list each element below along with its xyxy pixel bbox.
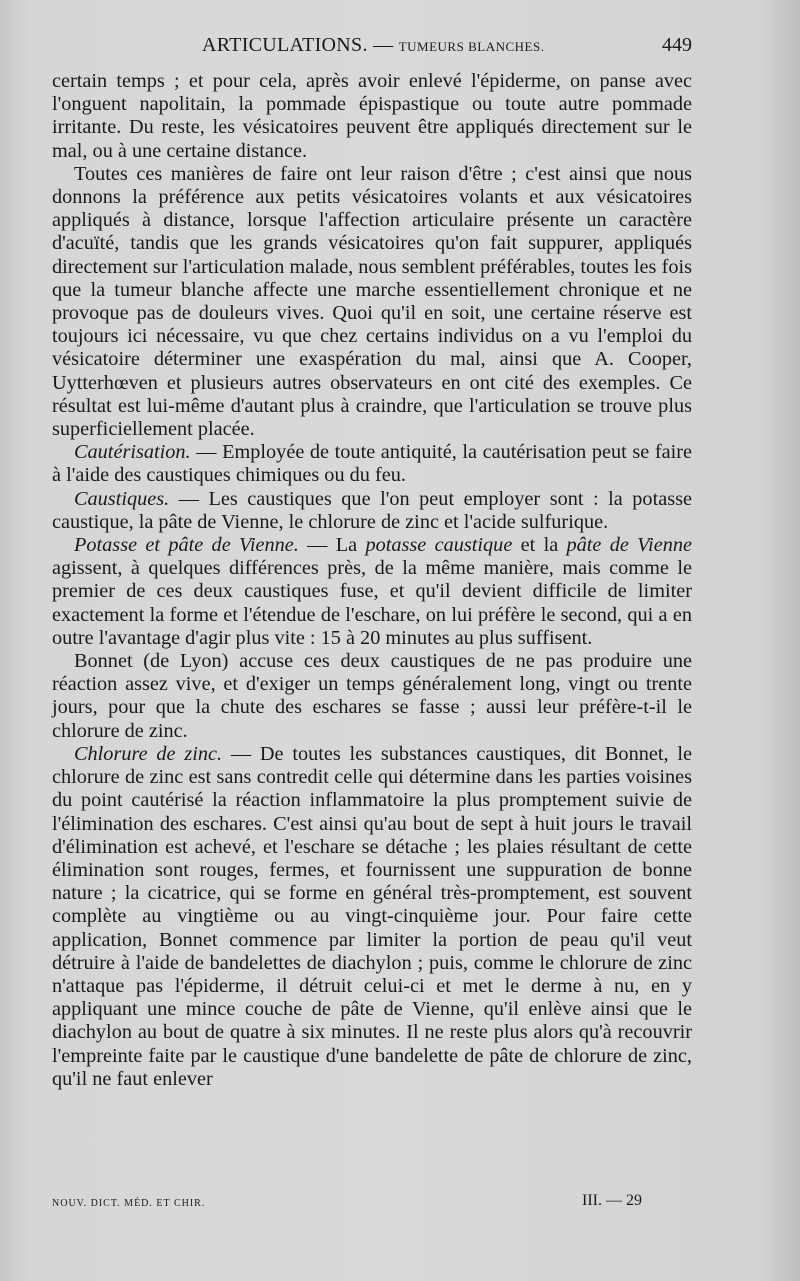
paragraph bbox=[52, 650, 692, 743]
text-run: agissent, à quelques différences près, de la même manière, mais comme le premier de ces deux caustiques fuse, et qu'il devient difficile de limiter exactement la forme et l'étendue de l'eschare, on lui préfère le second, qui a en outre l'avantage d'agir plus vite : 15 à 20 minutes au plus suffisent. bbox=[52, 557, 692, 649]
header-title bbox=[202, 34, 544, 57]
italic-run: Cautérisation. bbox=[74, 441, 191, 464]
text-run: Bonnet (de Lyon) accuse ces deux caustiques de ne pas produire une réaction assez vive, et d'exiger un temps généralement long, vingt ou trente jours, pour que la chute des eschares se fasse ; aussi leur préfère-t-il le chlorure de zinc. bbox=[52, 650, 692, 742]
page-number: 449 bbox=[662, 34, 692, 56]
paragraph bbox=[52, 488, 692, 534]
header-dash: — bbox=[373, 34, 394, 56]
text-run: certain temps ; et pour cela, après avoir enlevé l'épiderme, on panse avec l'onguent napolitain, la pommade épispastique ou toute autre pommade irritante. Du reste, les vésicatoires peuvent être appliqués directement sur le mal, ou à une certaine distance. bbox=[52, 70, 692, 162]
italic-run: potasse caustique bbox=[365, 534, 513, 557]
text-run: — De toutes les substances caustiques, dit Bonnet, le chlorure de zinc est sans contredit celle qui détermine dans les parties voisines du point cautérisé la réaction inflammatoire la plus promptement suivie de l'élimination des eschares. C'est ainsi qu'au bout de sept à huit jours le travail d'élimination est achevé, et l'eschare se détache ; les plaies résultant de cette élimination sont rouges, fermes, et fournissent une suppuration de bonne nature ; la cicatrice, qui se forme en général très-promptement, est souvent complète au vingtième ou au vingt-cinquième jour. Pour faire cette application, Bonnet commence par limiter la portion de peau qu'il veut détruire à l'aide de bandelettes de diachylon ; puis, comme le chlorure de zinc n'attaque pas l'épiderme, il détruit celui-ci et met le derme à nu, en y appliquant une mince couche de pâte de Vienne, qu'il enlève ainsi que le diachylon au bout de quatre à six minutes. Il ne reste plus alors qu'à recouvrir l'empreinte faite par le caustique d'une bandelette de pâte de chlorure de zinc, qu'il ne faut enlever bbox=[52, 742, 692, 1090]
italic-run: Potasse et pâte de Vienne. bbox=[74, 534, 299, 557]
body-text bbox=[52, 70, 692, 1091]
header-title-main: ARTICULATIONS. bbox=[202, 34, 368, 56]
italic-run: Caustiques. bbox=[74, 487, 170, 510]
paragraph bbox=[52, 534, 692, 650]
paragraph bbox=[52, 163, 692, 441]
text-run: et la bbox=[512, 534, 567, 557]
text-run: — Les caustiques que l'on peut employer sont : la potasse caustique, la pâte de Vienne, le chlorure de zinc et l'acide sulfurique. bbox=[52, 487, 692, 533]
text-run: Toutes ces manières de faire ont leur raison d'être ; c'est ainsi que nous donnons la préférence aux petits vésicatoires volants et aux vésicatoires appliqués à distance, lorsque l'affection articulaire présente un caractère d'acuïté, tandis que les grands vésicatoires qu'on fait suppurer, appliqués directement sur l'articulation malade, nous semblent préférables, toutes les fois que la tumeur blanche affecte une marche essentiellement chronique et ne provoque pas de douleurs vives. Quoi qu'il en soit, une certaine réserve est toujours ici nécessaire, vu que chez certains individus on a vu l'emploi du vésicatoire déterminer une exaspération du mal, ainsi que A. Cooper, Uytterhœven et plusieurs autres observateurs en ont cité des exemples. Ce résultat est lui-même d'autant plus à craindre, que l'articulation se trouve plus superficiellement placée. bbox=[52, 162, 692, 441]
footer-sheet-number: III. — 29 bbox=[582, 1192, 642, 1209]
italic-run: pâte de Vienne bbox=[566, 534, 692, 557]
text-run: — Employée de toute antiquité, la cautérisation peut se faire à l'aide des caustiques chimiques ou du feu. bbox=[52, 441, 692, 487]
paragraph bbox=[52, 441, 692, 487]
paragraph bbox=[52, 70, 692, 163]
italic-run: Chlorure de zinc. bbox=[74, 742, 223, 765]
page-footer bbox=[52, 1192, 692, 1212]
paragraph bbox=[52, 743, 692, 1091]
header-title-sub: TUMEURS BLANCHES. bbox=[398, 39, 545, 54]
running-header bbox=[52, 34, 692, 64]
text-run: — La bbox=[298, 534, 366, 557]
footer-signature: NOUV. DICT. MÉD. ET CHIR. bbox=[52, 1198, 206, 1209]
